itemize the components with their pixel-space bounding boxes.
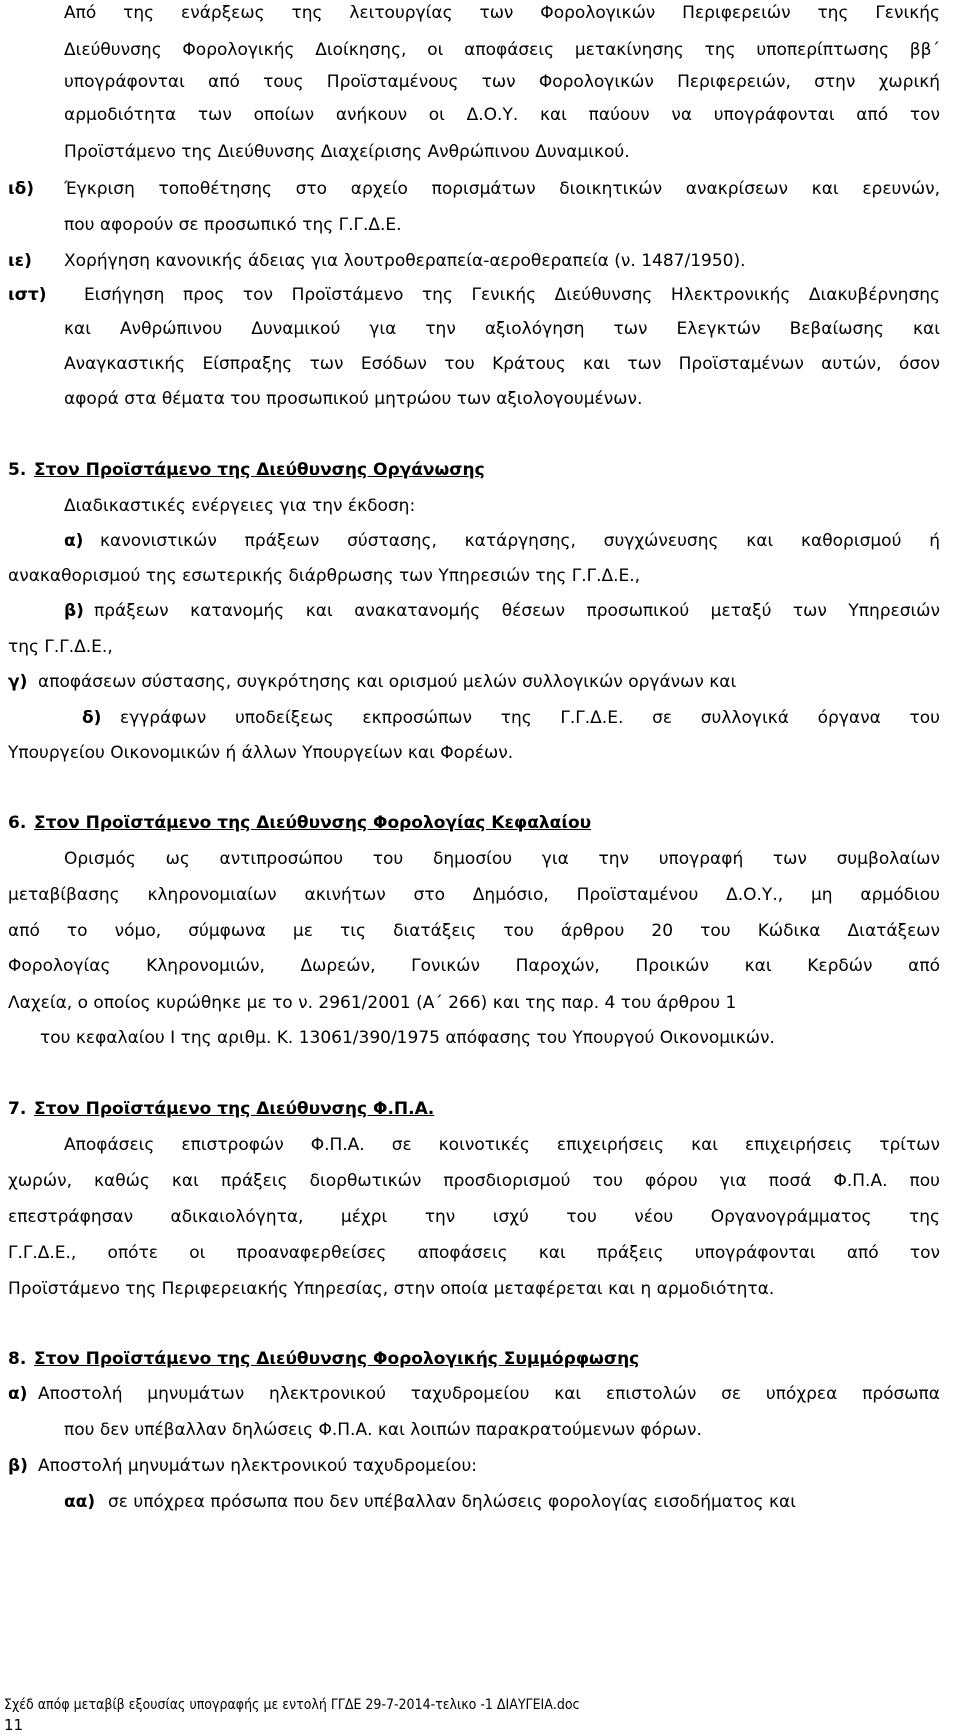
section6-line-5: Λαχεία, ο οποίος κυρώθηκε με το ν. 2961/2001 (Α΄ 266) και της παρ. 4 του άρθρου 1: [8, 993, 737, 1013]
section8-number: 8.: [8, 1349, 27, 1369]
intro-line-3: υπογράφονται από τους Προϊσταμένους των Φορολογικών Περιφερειών, στην χωρική: [64, 72, 940, 92]
item-id-label: ιδ): [8, 179, 35, 199]
section7-heading: Στον Προϊστάμενο της Διεύθυνσης Φ.Π.Α.: [34, 1099, 435, 1119]
page-number: 11: [4, 1716, 24, 1734]
section7-line-1: Αποφάσεις επιστροφών Φ.Π.Α. σε κοινοτικές επιχειρήσεις και επιχειρήσεις τρίτων: [64, 1135, 940, 1155]
section5-a-line-1: κανονιστικών πράξεων σύστασης, κατάργησης, συγχώνευσης και καθορισμού ή: [100, 531, 940, 551]
section5-b-label: β): [64, 601, 84, 621]
section7-line-5: Προϊστάμενο της Περιφερειακής Υπηρεσίας, στην οποία μεταφέρεται και η αρμοδιότητα.: [8, 1279, 775, 1299]
intro-line-4: αρμοδιότητα των οποίων ανήκουν οι Δ.Ο.Υ. και παύουν να υπογράφονται από τον: [64, 105, 940, 125]
section8-a-line-2: που δεν υπέβαλλαν δηλώσεις Φ.Π.Α. και λοιπών παρακρατούμενων φόρων.: [64, 1420, 702, 1440]
intro-line-2: Διεύθυνσης Φορολογικής Διοίκησης, οι αποφάσεις μετακίνησης της υποπερίπτωσης ββ΄: [64, 40, 940, 60]
section8-a-line-1: Αποστολή μηνυμάτων ηλεκτρονικού ταχυδρομείου και επιστολών σε υπόχρεα πρόσωπα: [38, 1384, 940, 1404]
section7-line-3: επεστράφησαν αδικαιολόγητα, μέχρι την ισχύ του νέου Οργανογράμματος της: [8, 1207, 940, 1227]
section6-line-6: του κεφαλαίου Ι της αριθμ. Κ. 13061/390/1975 απόφασης του Υπουργού Οικονομικών.: [40, 1028, 775, 1048]
section6-line-4: Φορολογίας Κληρονομιών, Δωρεών, Γονικών Παροχών, Προικών και Κερδών από: [8, 956, 940, 976]
section8-b-text: Αποστολή μηνυμάτων ηλεκτρονικού ταχυδρομείου:: [38, 1456, 478, 1476]
section6-line-2: μεταβίβασης κληρονομιαίων ακινήτων στο Δημόσιο, Προϊσταμένου Δ.Ο.Υ., μη αρμόδιου: [8, 885, 940, 905]
section6-line-3: από το νόμο, σύμφωνα με τις διατάξεις του άρθρου 20 του Κώδικα Διατάξεων: [8, 921, 940, 941]
item-ist-line-4: αφορά στα θέματα του προσωπικού μητρώου των αξιολογουμένων.: [64, 389, 643, 409]
section6-line-1: Ορισμός ως αντιπροσώπου του δημοσίου για την υπογραφή των συμβολαίων: [64, 849, 940, 869]
item-ist-line-3: Αναγκαστικής Είσπραξης των Εσόδων του Κράτους και των Προϊσταμένων αυτών, όσον: [64, 354, 940, 374]
section5-heading: Στον Προϊστάμενο της Διεύθυνσης Οργάνωσης: [34, 460, 485, 480]
section5-b-line-2: της Γ.Γ.Δ.Ε.,: [8, 637, 113, 657]
intro-line-1: Από της ενάρξεως της λειτουργίας των Φορολογικών Περιφερειών της Γενικής: [64, 3, 940, 23]
section5-b-line-1: πράξεων κατανομής και ανακατανομής θέσεων προσωπικού μεταξύ των Υπηρεσιών: [94, 601, 940, 621]
item-id-line-2: που αφορούν σε προσωπικό της Γ.Γ.Δ.Ε.: [64, 215, 402, 235]
item-ie-label: ιε): [8, 251, 32, 271]
section8-a-label: α): [8, 1384, 28, 1404]
section5-d-line-2: Υπουργείου Οικονομικών ή άλλων Υπουργείων και Φορέων.: [8, 743, 514, 763]
section8-b-label: β): [8, 1456, 28, 1476]
section8-aa-text: σε υπόχρεα πρόσωπα που δεν υπέβαλλαν δηλώσεις φορολογίας εισοδήματος και: [108, 1492, 796, 1512]
section7-line-2: χωρών, καθώς και πράξεις διορθωτικών προσδιορισμού του φόρου για ποσά Φ.Π.Α. που: [8, 1171, 940, 1191]
section5-c-text: αποφάσεων σύστασης, συγκρότησης και ορισμού μελών συλλογικών οργάνων και: [38, 672, 737, 692]
intro-line-5: Προϊστάμενο της Διεύθυνσης Διαχείρισης Ανθρώπινου Δυναμικού.: [64, 142, 630, 162]
section8-aa-label: αα): [64, 1492, 96, 1512]
item-ist-label: ιστ): [8, 285, 47, 305]
section5-a-label: α): [64, 531, 84, 551]
item-ie-text: Χορήγηση κανονικής άδειας για λουτροθεραπεία-αεροθεραπεία (ν. 1487/1950).: [64, 251, 746, 271]
section8-heading: Στον Προϊστάμενο της Διεύθυνσης Φορολογικής Συμμόρφωσης: [34, 1349, 640, 1369]
section6-number: 6.: [8, 813, 27, 833]
item-id-line-1: Έγκριση τοποθέτησης στο αρχείο πορισμάτων διοικητικών ανακρίσεων και ερευνών,: [64, 179, 940, 199]
section7-line-4: Γ.Γ.Δ.Ε., οπότε οι προαναφερθείσες αποφάσεις και πράξεις υπογράφονται από τον: [8, 1243, 940, 1263]
document-footer: Σχέδ απόφ μεταβίβ εξουσίας υπογραφής με εντολή ΓΓΔΕ 29-7-2014-τελικο -1 ΔΙΑΥΓΕΙΑ.doc: [4, 1697, 580, 1713]
section5-number: 5.: [8, 460, 27, 480]
item-ist-line-2: και Ανθρώπινου Δυναμικού για την αξιολόγηση των Ελεγκτών Βεβαίωσης και: [64, 319, 940, 339]
item-ist-line-1: Εισήγηση προς τον Προϊστάμενο της Γενικής Διεύθυνσης Ηλεκτρονικής Διακυβέρνησης: [84, 285, 940, 305]
section5-intro: Διαδικαστικές ενέργειες για την έκδοση:: [64, 496, 416, 516]
section5-a-line-2: ανακαθορισμού της εσωτερικής διάρθρωσης των Υπηρεσιών της Γ.Γ.Δ.Ε.,: [8, 566, 641, 586]
section5-d-line-1: εγγράφων υποδείξεως εκπροσώπων της Γ.Γ.Δ.Ε. σε συλλογικά όργανα του: [120, 708, 940, 728]
section5-d-label: δ): [82, 708, 102, 728]
section7-number: 7.: [8, 1099, 27, 1119]
section5-c-label: γ): [8, 672, 28, 692]
section6-heading: Στον Προϊστάμενο της Διεύθυνσης Φορολογίας Κεφαλαίου: [34, 813, 592, 833]
